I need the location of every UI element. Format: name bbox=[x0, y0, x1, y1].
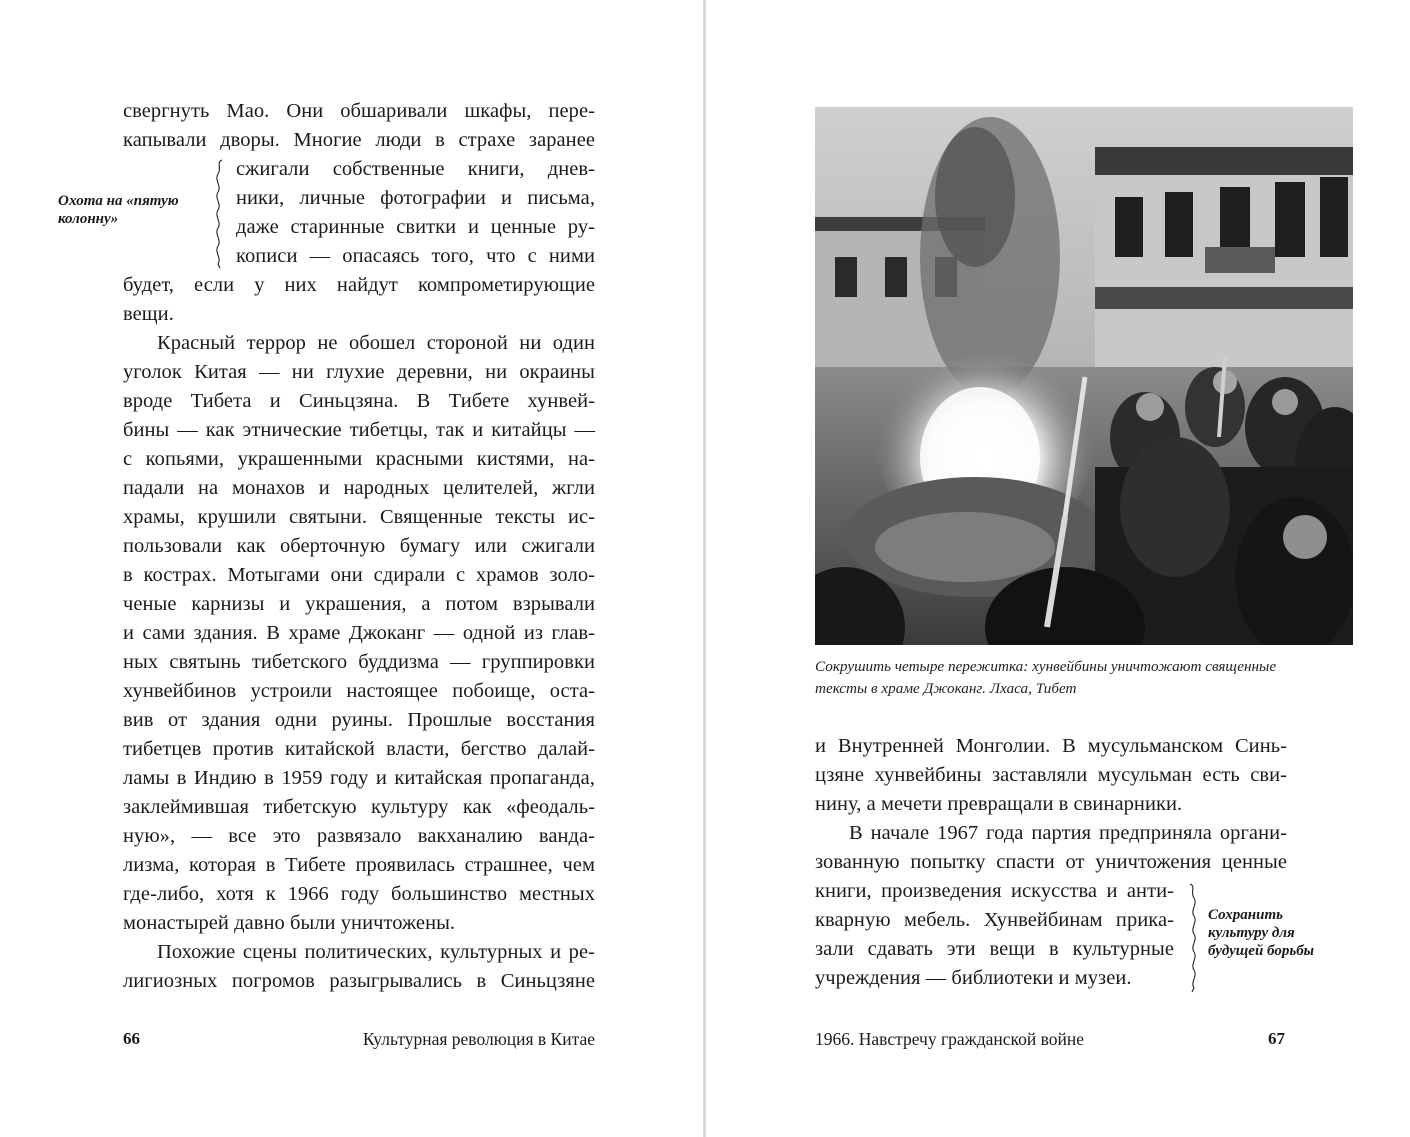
photo-image bbox=[815, 107, 1353, 645]
text-line: хунвейбинов устроили настоящее побоище, оста- bbox=[123, 680, 595, 702]
text-line: кописи — опасаясь того, что с ними bbox=[236, 245, 595, 267]
text-line: и Внутренней Монголии. В мусульманском Синь- bbox=[815, 735, 1287, 757]
text-line: где-либо, хотя к 1966 году большинство местных bbox=[123, 883, 595, 905]
text-line: бины — как этнические тибетцы, так и китайцы — bbox=[123, 419, 595, 441]
text-line: пользовали как оберточную бумагу или сжигали bbox=[123, 535, 595, 557]
text-line: лигиозных погромов разыгрывались в Синьцзяне bbox=[123, 970, 595, 992]
margin-bracket-icon bbox=[1184, 882, 1200, 994]
text-line: учреждения — библиотеки и музеи. bbox=[815, 967, 1132, 989]
text-line: уголок Китая — ни глухие деревни, ни окраины bbox=[123, 361, 595, 383]
photo-caption-line: Сокрушить четыре пережитка: хунвейбины уничтожают священные bbox=[815, 658, 1277, 675]
text-line: Похожие сцены политических, культурных и ре- bbox=[157, 941, 595, 963]
margin-note-line: будущей борьбы bbox=[1208, 943, 1315, 959]
text-line: падали на монахов и народных целителей, жгли bbox=[123, 477, 595, 499]
text-line: нину, а мечети превращали в свинарники. bbox=[815, 793, 1183, 815]
text-line: зованную попытку спасти от уничтожения ценные bbox=[815, 851, 1287, 873]
text-line: В начале 1967 года партия предприняла органи- bbox=[849, 822, 1287, 844]
page-number: 66 bbox=[123, 1029, 140, 1048]
page-number: 67 bbox=[1268, 1029, 1285, 1048]
text-line: книги, произведения искусства и анти- bbox=[815, 880, 1174, 902]
text-line: кварную мебель. Хунвейбинам прика- bbox=[815, 909, 1174, 931]
margin-note-line: колонну» bbox=[58, 211, 119, 227]
text-line: капывали дворы. Многие люди в страхе заранее bbox=[123, 129, 595, 151]
text-line: ных святынь тибетского буддизма — группировки bbox=[123, 651, 595, 673]
text-line: монастырей давно были уничтожены. bbox=[123, 912, 456, 934]
text-line: даже старинные свитки и ценные ру- bbox=[236, 216, 595, 238]
text-line: будет, если у них найдут компрометирующие bbox=[123, 274, 595, 296]
running-title: Культурная революция в Китае bbox=[362, 1029, 595, 1049]
text-line: и сами здания. В храме Джоканг — одной из глав- bbox=[123, 622, 595, 644]
text-line: вещи. bbox=[123, 303, 174, 325]
margin-note bbox=[1208, 906, 1358, 960]
text-line: храмы, крушили святыни. Священные тексты ис- bbox=[123, 506, 595, 528]
photo-caption-line: тексты в храме Джоканг. Лхаса, Тибет bbox=[815, 680, 1077, 697]
text-line: лизма, которая в Тибете проявилась страшнее, чем bbox=[123, 854, 595, 876]
text-line: с копьями, украшенными красными кистями, на- bbox=[123, 448, 595, 470]
book-gutter bbox=[703, 0, 706, 1137]
text-line: Красный террор не обошел стороной ни один bbox=[157, 332, 595, 354]
text-line: ламы в Индию в 1959 году и китайская пропаганда, bbox=[123, 767, 595, 789]
text-line: вив от здания одни руины. Прошлые восстания bbox=[123, 709, 595, 731]
text-line: зали сдавать эти вещи в культурные bbox=[815, 938, 1174, 960]
margin-note bbox=[58, 192, 208, 228]
text-line: вроде Тибета и Синьцзяна. В Тибете хунвей- bbox=[123, 390, 595, 412]
margin-bracket-icon bbox=[212, 158, 228, 270]
text-line: тибетцев против китайской власти, бегство далай- bbox=[123, 738, 595, 760]
running-title: 1966. Навстречу гражданской войне bbox=[815, 1029, 1085, 1049]
photo-burning-texts bbox=[815, 107, 1353, 645]
text-line: сжигали собственные книги, днев- bbox=[236, 158, 595, 180]
text-line: цзяне хунвейбины заставляли мусульман есть сви- bbox=[815, 764, 1287, 786]
margin-note-line: Сохранить bbox=[1208, 907, 1283, 923]
text-line: ники, личные фотографии и письма, bbox=[236, 187, 595, 209]
margin-note-line: культуру для bbox=[1208, 925, 1295, 941]
text-line: свергнуть Мао. Они обшаривали шкафы, пере- bbox=[123, 100, 595, 122]
text-line: ченые карнизы и украшения, а потом взрывали bbox=[123, 593, 595, 615]
text-line: заклеймившая тибетскую культуру как «феодаль- bbox=[123, 796, 595, 818]
margin-note-line: Охота на «пятую bbox=[58, 193, 179, 209]
text-line: в кострах. Мотыгами они сдирали с храмов золо- bbox=[123, 564, 595, 586]
text-line: ную», — все это развязало вакханалию ванда- bbox=[123, 825, 595, 847]
